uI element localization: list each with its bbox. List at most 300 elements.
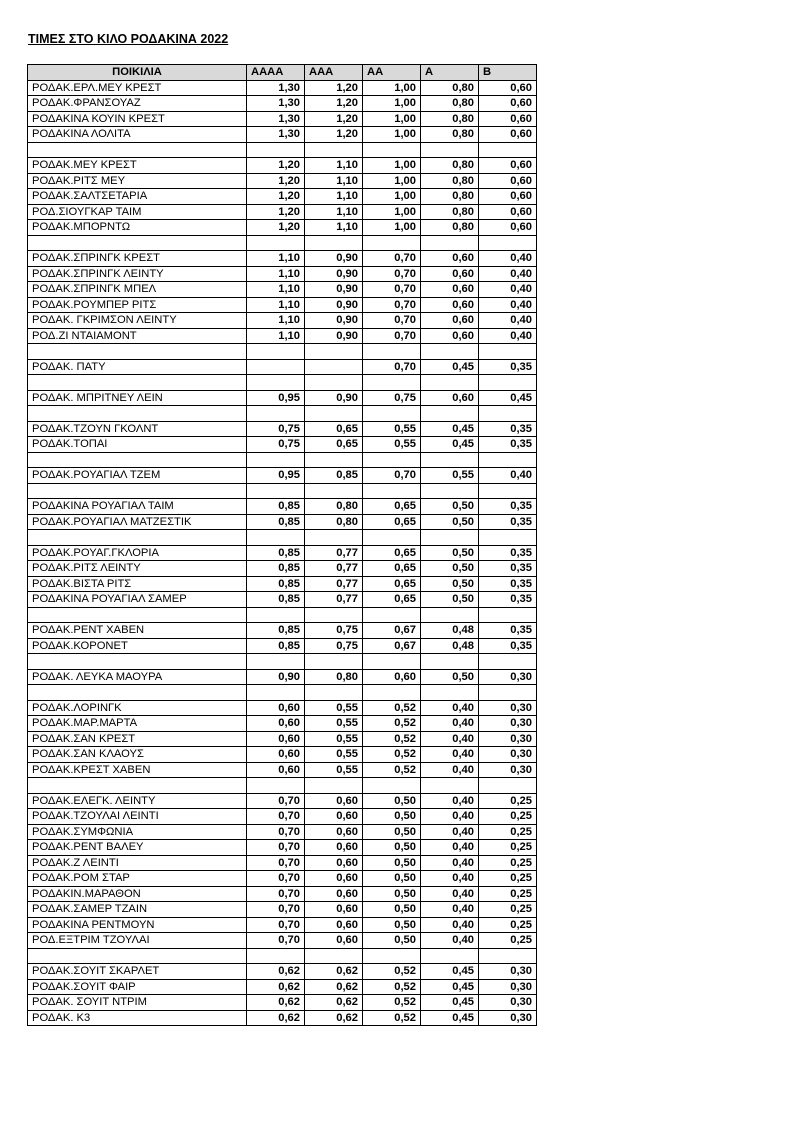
price-aaaa-cell: [247, 344, 305, 360]
price-b-cell: 0,30: [479, 964, 537, 980]
variety-cell: [28, 948, 247, 964]
table-row: [28, 607, 537, 623]
price-aaaa-cell: 0,70: [247, 933, 305, 949]
price-b-cell: [479, 654, 537, 670]
price-aaaa-cell: 0,70: [247, 793, 305, 809]
variety-cell: [28, 778, 247, 794]
price-aaa-cell: [305, 483, 363, 499]
price-aaaa-cell: [247, 948, 305, 964]
price-aaa-cell: 0,60: [305, 855, 363, 871]
price-b-cell: 0,25: [479, 855, 537, 871]
price-aa-cell: 1,00: [363, 189, 421, 205]
price-a-cell: [421, 344, 479, 360]
table-row: [28, 127, 537, 143]
price-b-cell: 0,30: [479, 716, 537, 732]
price-aaa-cell: 1,10: [305, 189, 363, 205]
table-row: [28, 1010, 537, 1026]
variety-cell: ΡΟΔΑΚ.ΦΡΑΝΣΟΥΑΖ: [28, 96, 247, 112]
price-aaa-cell: 0,60: [305, 917, 363, 933]
price-aaaa-cell: [247, 483, 305, 499]
column-header-aaaa: ΑΑΑΑ: [247, 65, 305, 81]
price-b-cell: 0,35: [479, 437, 537, 453]
price-aaaa-cell: 1,10: [247, 328, 305, 344]
price-aaa-cell: [305, 607, 363, 623]
table-row: [28, 778, 537, 794]
price-aa-cell: 0,70: [363, 282, 421, 298]
price-b-cell: 0,35: [479, 545, 537, 561]
price-a-cell: 0,45: [421, 359, 479, 375]
table-row: [28, 871, 537, 887]
price-aaaa-cell: 1,20: [247, 220, 305, 236]
price-aaa-cell: 0,90: [305, 266, 363, 282]
table-row: [28, 669, 537, 685]
variety-cell: [28, 483, 247, 499]
price-b-cell: 0,25: [479, 871, 537, 887]
price-b-cell: 0,25: [479, 902, 537, 918]
price-a-cell: 0,80: [421, 204, 479, 220]
variety-cell: [28, 344, 247, 360]
price-aaa-cell: 0,55: [305, 700, 363, 716]
price-aa-cell: 0,70: [363, 328, 421, 344]
variety-cell: ΡΟΔΑΚΙΝ.ΜΑΡΑΘΟΝ: [28, 886, 247, 902]
price-aa-cell: [363, 607, 421, 623]
price-b-cell: [479, 530, 537, 546]
price-b-cell: 0,60: [479, 173, 537, 189]
variety-cell: ΡΟΔΑΚ.ΡΟΜ ΣΤΑΡ: [28, 871, 247, 887]
table-row: [28, 623, 537, 639]
price-b-cell: [479, 607, 537, 623]
price-aa-cell: [363, 685, 421, 701]
table-row: [28, 96, 537, 112]
variety-cell: ΡΟΔΑΚ.ΤΖΟΥΛΑΙ ΛΕΙΝΤΙ: [28, 809, 247, 825]
price-aa-cell: 0,67: [363, 638, 421, 654]
price-b-cell: 0,40: [479, 468, 537, 484]
price-aa-cell: [363, 530, 421, 546]
variety-cell: ΡΟΔΑΚΙΝΑ ΡΕΝΤΜΟΥΝ: [28, 917, 247, 933]
price-b-cell: 0,60: [479, 189, 537, 205]
price-aaaa-cell: [247, 406, 305, 422]
table-body: [28, 80, 537, 1026]
price-a-cell: 0,55: [421, 468, 479, 484]
table-row: [28, 685, 537, 701]
price-aaa-cell: 1,10: [305, 173, 363, 189]
price-b-cell: 0,30: [479, 669, 537, 685]
price-aaa-cell: 1,20: [305, 80, 363, 96]
price-aaa-cell: 0,90: [305, 297, 363, 313]
variety-cell: ΡΟΔΑΚ.ΣΑΝ ΚΡΕΣΤ: [28, 731, 247, 747]
variety-cell: ΡΟΔΑΚ.ΡΟΥΜΠΕΡ ΡΙΤΣ: [28, 297, 247, 313]
table-row: [28, 638, 537, 654]
table-row: [28, 80, 537, 96]
price-aaaa-cell: 0,60: [247, 731, 305, 747]
price-b-cell: 0,35: [479, 623, 537, 639]
price-aa-cell: [363, 778, 421, 794]
price-b-cell: [479, 483, 537, 499]
price-a-cell: 0,80: [421, 173, 479, 189]
variety-cell: ΡΟΔΑΚ.ΕΡΛ.ΜΕΥ ΚΡΕΣΤ: [28, 80, 247, 96]
price-b-cell: 0,25: [479, 917, 537, 933]
price-aaa-cell: [305, 235, 363, 251]
variety-cell: ΡΟΔ.ΣΙΟΥΓΚΑΡ ΤΑΙΜ: [28, 204, 247, 220]
price-aaaa-cell: 0,70: [247, 917, 305, 933]
price-table: [27, 64, 537, 1026]
price-b-cell: 0,25: [479, 840, 537, 856]
variety-cell: ΡΟΔΑΚΙΝΑ ΛΟΛΙΤΑ: [28, 127, 247, 143]
table-row: [28, 437, 537, 453]
price-a-cell: 0,50: [421, 561, 479, 577]
price-b-cell: 0,60: [479, 96, 537, 112]
price-a-cell: 0,48: [421, 623, 479, 639]
table-row: [28, 204, 537, 220]
price-aaaa-cell: 0,70: [247, 840, 305, 856]
price-aaa-cell: 0,65: [305, 437, 363, 453]
table-row: [28, 235, 537, 251]
price-a-cell: [421, 607, 479, 623]
price-aaa-cell: 1,20: [305, 96, 363, 112]
price-aaa-cell: 0,90: [305, 328, 363, 344]
price-aaaa-cell: 0,85: [247, 592, 305, 608]
price-aa-cell: 0,50: [363, 809, 421, 825]
variety-cell: ΡΟΔΑΚ. ΓΚΡΙΜΣΟΝ ΛΕΙΝΤΥ: [28, 313, 247, 329]
price-aa-cell: [363, 375, 421, 391]
price-aaa-cell: 1,10: [305, 204, 363, 220]
price-aa-cell: 0,52: [363, 979, 421, 995]
table-row: [28, 328, 537, 344]
price-aa-cell: 0,55: [363, 421, 421, 437]
price-aa-cell: 0,65: [363, 592, 421, 608]
price-aa-cell: 0,65: [363, 514, 421, 530]
table-row: [28, 809, 537, 825]
price-aaaa-cell: 1,20: [247, 158, 305, 174]
price-aa-cell: 0,52: [363, 1010, 421, 1026]
price-aaaa-cell: 1,30: [247, 111, 305, 127]
variety-cell: ΡΟΔΑΚΙΝΑ ΡΟΥΑΓΙΑΛ ΤΑΙΜ: [28, 499, 247, 515]
table-row: [28, 762, 537, 778]
price-a-cell: 0,45: [421, 979, 479, 995]
price-aaa-cell: 0,75: [305, 638, 363, 654]
price-b-cell: 0,35: [479, 499, 537, 515]
price-b-cell: 0,25: [479, 809, 537, 825]
price-a-cell: [421, 142, 479, 158]
price-aaa-cell: 0,80: [305, 499, 363, 515]
table-row: [28, 793, 537, 809]
table-row: [28, 731, 537, 747]
price-a-cell: 0,60: [421, 251, 479, 267]
variety-cell: ΡΟΔΑΚ.ΜΠΟΡΝΤΩ: [28, 220, 247, 236]
table-row: [28, 933, 537, 949]
price-aaa-cell: 0,80: [305, 514, 363, 530]
price-aaa-cell: 0,62: [305, 979, 363, 995]
price-aa-cell: 0,70: [363, 266, 421, 282]
price-a-cell: [421, 948, 479, 964]
table-row: [28, 251, 537, 267]
variety-cell: ΡΟΔΑΚ.ΤΟΠΑΙ: [28, 437, 247, 453]
price-aaaa-cell: 0,95: [247, 468, 305, 484]
variety-cell: ΡΟΔΑΚ. ΜΠΡΙΤΝΕΥ ΛΕΙΝ: [28, 390, 247, 406]
price-aaaa-cell: [247, 654, 305, 670]
price-aa-cell: 0,65: [363, 499, 421, 515]
price-aaa-cell: 0,90: [305, 313, 363, 329]
price-a-cell: [421, 452, 479, 468]
variety-cell: [28, 607, 247, 623]
price-aaaa-cell: 0,75: [247, 421, 305, 437]
variety-cell: [28, 654, 247, 670]
price-a-cell: 0,45: [421, 421, 479, 437]
variety-cell: ΡΟΔΑΚ. ΣΟΥΙΤ ΝΤΡΙΜ: [28, 995, 247, 1011]
price-aaa-cell: 0,77: [305, 545, 363, 561]
price-b-cell: 0,25: [479, 886, 537, 902]
price-aa-cell: 0,50: [363, 840, 421, 856]
variety-cell: ΡΟΔΑΚ.ΡΟΥΑΓΙΑΛ ΤΖΕΜ: [28, 468, 247, 484]
price-b-cell: 0,40: [479, 282, 537, 298]
price-a-cell: [421, 530, 479, 546]
table-row: [28, 824, 537, 840]
table-row: [28, 359, 537, 375]
price-a-cell: 0,60: [421, 313, 479, 329]
price-aa-cell: 0,50: [363, 933, 421, 949]
price-aa-cell: 0,52: [363, 964, 421, 980]
page-title: ΤΙΜΕΣ ΣΤΟ ΚΙΛΟ ΡΟΔΑΚΙΝΑ 2022: [28, 32, 229, 46]
price-aa-cell: [363, 452, 421, 468]
price-b-cell: [479, 344, 537, 360]
table-row: [28, 902, 537, 918]
table-row: [28, 313, 537, 329]
price-b-cell: 0,60: [479, 204, 537, 220]
price-a-cell: 0,60: [421, 297, 479, 313]
price-aa-cell: 0,52: [363, 716, 421, 732]
price-b-cell: 0,40: [479, 266, 537, 282]
price-aa-cell: [363, 654, 421, 670]
price-aaa-cell: 1,10: [305, 220, 363, 236]
price-a-cell: 0,60: [421, 266, 479, 282]
table-row: [28, 282, 537, 298]
price-b-cell: 0,60: [479, 80, 537, 96]
variety-cell: ΡΟΔΑΚ.ΡΕΝΤ ΒΑΛΕΥ: [28, 840, 247, 856]
table-row: [28, 406, 537, 422]
price-a-cell: 0,40: [421, 917, 479, 933]
table-row: [28, 390, 537, 406]
price-aaaa-cell: 1,30: [247, 127, 305, 143]
variety-cell: ΡΟΔΑΚ.ΣΑΝ ΚΛΑΟΥΣ: [28, 747, 247, 763]
price-aaa-cell: 0,60: [305, 902, 363, 918]
table-header-row: [28, 65, 537, 81]
price-aaa-cell: [305, 530, 363, 546]
price-a-cell: 0,40: [421, 855, 479, 871]
price-aaaa-cell: [247, 685, 305, 701]
price-aa-cell: 0,67: [363, 623, 421, 639]
price-a-cell: 0,40: [421, 902, 479, 918]
price-aa-cell: [363, 235, 421, 251]
table-row: [28, 173, 537, 189]
price-b-cell: 0,40: [479, 251, 537, 267]
variety-cell: ΡΟΔΑΚΙΝΑ ΡΟΥΑΓΙΑΛ ΣΑΜΕΡ: [28, 592, 247, 608]
price-b-cell: 0,25: [479, 824, 537, 840]
price-aaaa-cell: 1,20: [247, 189, 305, 205]
price-b-cell: 0,35: [479, 359, 537, 375]
variety-cell: ΡΟΔΑΚ.ΣΑΜΕΡ ΤΖΑΙΝ: [28, 902, 247, 918]
price-aaaa-cell: 0,62: [247, 964, 305, 980]
price-a-cell: 0,40: [421, 933, 479, 949]
price-a-cell: 0,45: [421, 437, 479, 453]
table-row: [28, 142, 537, 158]
price-aa-cell: 0,50: [363, 793, 421, 809]
price-aaa-cell: [305, 142, 363, 158]
price-aaa-cell: [305, 948, 363, 964]
price-a-cell: 0,40: [421, 840, 479, 856]
price-b-cell: 0,35: [479, 561, 537, 577]
price-a-cell: 0,48: [421, 638, 479, 654]
price-aaaa-cell: 0,85: [247, 514, 305, 530]
price-aa-cell: [363, 142, 421, 158]
price-aa-cell: 1,00: [363, 173, 421, 189]
price-a-cell: [421, 685, 479, 701]
table-row: [28, 716, 537, 732]
price-b-cell: 0,25: [479, 933, 537, 949]
price-aaa-cell: 0,75: [305, 623, 363, 639]
variety-cell: ΡΟΔΑΚ.ΜΑΡ.ΜΑΡΤΑ: [28, 716, 247, 732]
price-aaaa-cell: 0,90: [247, 669, 305, 685]
table-row: [28, 964, 537, 980]
price-aaa-cell: 0,62: [305, 1010, 363, 1026]
table-row: [28, 111, 537, 127]
variety-cell: ΡΟΔΑΚ.ΡΕΝΤ ΧΑΒΕΝ: [28, 623, 247, 639]
price-aaa-cell: 0,55: [305, 747, 363, 763]
variety-cell: ΡΟΔΑΚ.ΕΛΕΓΚ. ΛΕΙΝΤΥ: [28, 793, 247, 809]
price-aaaa-cell: 0,85: [247, 623, 305, 639]
price-aa-cell: [363, 344, 421, 360]
price-aaa-cell: [305, 359, 363, 375]
variety-cell: ΡΟΔΑΚ.ΚΟΡΟΝΕΤ: [28, 638, 247, 654]
price-aaaa-cell: [247, 142, 305, 158]
price-a-cell: 0,80: [421, 158, 479, 174]
price-b-cell: 0,40: [479, 328, 537, 344]
table-row: [28, 375, 537, 391]
variety-cell: ΡΟΔΑΚ.ΣΑΛΤΣΕΤΑΡΙΑ: [28, 189, 247, 205]
variety-cell: ΡΟΔΑΚ.ΣΥΜΦΩΝΙΑ: [28, 824, 247, 840]
price-aa-cell: 0,52: [363, 995, 421, 1011]
price-b-cell: [479, 685, 537, 701]
price-aaa-cell: 0,55: [305, 731, 363, 747]
price-aa-cell: 1,00: [363, 158, 421, 174]
column-header-aaa: ΑΑΑ: [305, 65, 363, 81]
price-aa-cell: 1,00: [363, 127, 421, 143]
price-aaaa-cell: 0,70: [247, 855, 305, 871]
price-aa-cell: 0,70: [363, 313, 421, 329]
variety-cell: ΡΟΔΑΚ.ΣΟΥΙΤ ΣΚΑΡΛΕΤ: [28, 964, 247, 980]
variety-cell: ΡΟΔ.ΕΞΤΡΙΜ ΤΖΟΥΛΑΙ: [28, 933, 247, 949]
price-aa-cell: 0,70: [363, 251, 421, 267]
price-aaaa-cell: 0,60: [247, 716, 305, 732]
price-a-cell: 0,45: [421, 964, 479, 980]
table-row: [28, 654, 537, 670]
variety-cell: ΡΟΔΑΚ.ΣΠΡΙΝΓΚ ΜΠΕΛ: [28, 282, 247, 298]
table-row: [28, 297, 537, 313]
price-aaa-cell: [305, 375, 363, 391]
price-a-cell: 0,80: [421, 220, 479, 236]
variety-cell: ΡΟΔΑΚ.Ζ ΛΕΙΝΤΙ: [28, 855, 247, 871]
price-aa-cell: 1,00: [363, 80, 421, 96]
variety-cell: ΡΟΔΑΚ. ΛΕΥΚΑ ΜΑΟΥΡΑ: [28, 669, 247, 685]
price-aa-cell: 1,00: [363, 96, 421, 112]
price-b-cell: 0,30: [479, 700, 537, 716]
price-b-cell: [479, 778, 537, 794]
price-aaaa-cell: 1,30: [247, 96, 305, 112]
table-row: [28, 483, 537, 499]
price-aaa-cell: 0,77: [305, 592, 363, 608]
variety-cell: ΡΟΔΑΚ.ΡΟΥΑΓΙΑΛ ΜΑΤΖΕΣΤΙΚ: [28, 514, 247, 530]
price-aa-cell: 1,00: [363, 111, 421, 127]
price-aaa-cell: 0,62: [305, 964, 363, 980]
price-aaa-cell: 0,55: [305, 716, 363, 732]
price-b-cell: 0,30: [479, 979, 537, 995]
price-aaa-cell: 0,60: [305, 793, 363, 809]
variety-cell: [28, 142, 247, 158]
variety-cell: ΡΟΔΑΚ.ΣΟΥΙΤ ΦΑΙΡ: [28, 979, 247, 995]
price-aaa-cell: 1,10: [305, 158, 363, 174]
price-aaa-cell: [305, 406, 363, 422]
variety-cell: ΡΟΔΑΚ.ΛΟΡΙΝΓΚ: [28, 700, 247, 716]
price-b-cell: 0,35: [479, 421, 537, 437]
price-aaaa-cell: 1,20: [247, 204, 305, 220]
price-aaa-cell: 1,20: [305, 111, 363, 127]
price-b-cell: 0,60: [479, 220, 537, 236]
variety-cell: ΡΟΔΑΚ. ΠΑΤΥ: [28, 359, 247, 375]
price-aaaa-cell: 0,60: [247, 762, 305, 778]
price-aaaa-cell: 0,62: [247, 979, 305, 995]
variety-cell: [28, 685, 247, 701]
price-a-cell: 0,40: [421, 886, 479, 902]
variety-cell: ΡΟΔ.ΖΙ ΝΤΑΙΑΜΟΝΤ: [28, 328, 247, 344]
price-aaaa-cell: 1,10: [247, 313, 305, 329]
price-a-cell: 0,60: [421, 328, 479, 344]
price-a-cell: 0,80: [421, 111, 479, 127]
price-aa-cell: 0,65: [363, 561, 421, 577]
price-a-cell: 0,40: [421, 871, 479, 887]
price-a-cell: 0,80: [421, 127, 479, 143]
price-aaa-cell: 0,65: [305, 421, 363, 437]
price-b-cell: 0,60: [479, 127, 537, 143]
variety-cell: [28, 375, 247, 391]
price-aaa-cell: [305, 452, 363, 468]
price-a-cell: 0,50: [421, 499, 479, 515]
table-row: [28, 700, 537, 716]
variety-cell: [28, 406, 247, 422]
table-row: [28, 468, 537, 484]
price-aa-cell: 0,65: [363, 545, 421, 561]
price-a-cell: [421, 375, 479, 391]
price-aaa-cell: 0,60: [305, 840, 363, 856]
table-row: [28, 917, 537, 933]
price-aaa-cell: 0,60: [305, 886, 363, 902]
price-a-cell: 0,40: [421, 731, 479, 747]
price-aa-cell: 0,50: [363, 824, 421, 840]
price-a-cell: [421, 406, 479, 422]
price-a-cell: 0,50: [421, 592, 479, 608]
price-aaaa-cell: 0,70: [247, 886, 305, 902]
price-b-cell: 0,35: [479, 576, 537, 592]
table-row: [28, 576, 537, 592]
price-b-cell: 0,30: [479, 747, 537, 763]
table-row: [28, 886, 537, 902]
price-aa-cell: 0,70: [363, 359, 421, 375]
price-b-cell: [479, 406, 537, 422]
price-aaaa-cell: 0,60: [247, 747, 305, 763]
table-row: [28, 421, 537, 437]
price-aaaa-cell: 1,10: [247, 282, 305, 298]
price-b-cell: 0,60: [479, 158, 537, 174]
price-a-cell: 0,80: [421, 80, 479, 96]
variety-cell: ΡΟΔΑΚ.ΡΙΤΣ ΜΕΥ: [28, 173, 247, 189]
